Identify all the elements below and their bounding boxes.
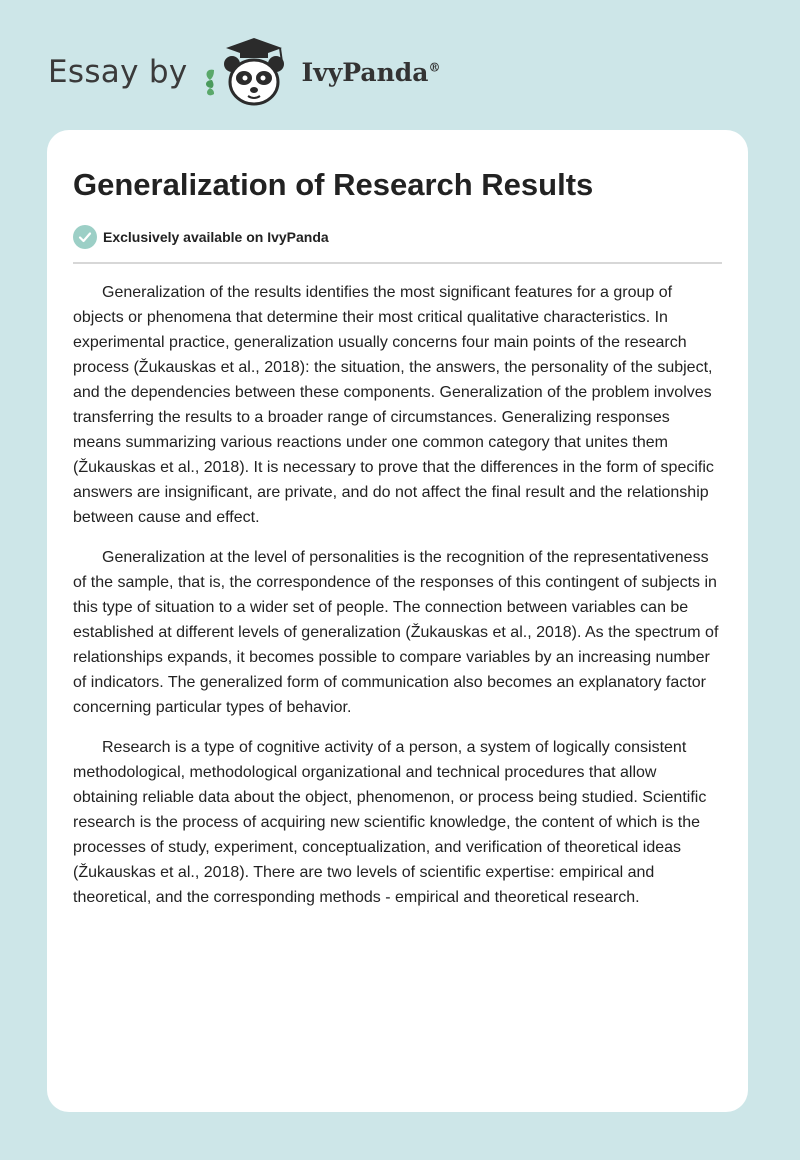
essay-body — [73, 280, 722, 910]
brand-name: IvyPanda® — [301, 57, 441, 87]
brand-header[interactable] — [48, 36, 440, 108]
essay-title: Generalization of Research Results — [73, 167, 594, 202]
badge-text: Exclusively available on IvyPanda — [103, 229, 329, 245]
essay-card — [47, 130, 748, 1112]
registered-mark: ® — [428, 60, 441, 75]
exclusive-badge — [73, 224, 722, 250]
brand-prefix: Essay by — [48, 54, 188, 90]
paragraph: Generalization of the results identifies the most significant features for a group of objects or phenomena that determine their most critical qualitative characteristics. In experimental practice, generalization usually concerns four main points of the research process (Žukauskas et al., 2018): the situation, the answers, the personality of the subject, and the dependencies between these components. Generalization of the problem involves transferring the results to a broader range of circumstances. Generalizing responses means summarizing various reactions under one common category that unites them (Žukauskas et al., 2018). It is necessary to prove that the differences in the form of specific answers are insignificant, are private, and do not affect the final result and the relationship between cause and effect. — [73, 284, 714, 526]
paragraph: Research is a type of cognitive activity of a person, a system of logically consistent methodological, methodological organizational and technical procedures that allow obtaining reliable data about the object, phenomenon, or process being studied. Scientific research is the process of acquiring new scientific knowledge, the content of which is the processes of study, experiment, conceptualization, and verification of theoretical ideas (Žukauskas et al., 2018). There are two levels of scientific expertise: empirical and theoretical, and the corresponding methods - empirical and theoretical research. — [73, 739, 707, 906]
paragraph: Generalization at the level of personalities is the recognition of the representativeness of the sample, that is, the correspondence of the responses of this contingent of subjects in this type of situation to a wider set of people. The connection between variables can be established at different levels of generalization (Žukauskas et al., 2018). As the spectrum of relationships expands, it becomes possible to compare variables by an increasing number of indicators. The generalized form of communication also becomes an explanatory factor concerning particular types of behavior. — [73, 549, 719, 716]
check-icon — [73, 225, 97, 249]
panda-logo-icon — [202, 36, 298, 108]
divider — [73, 262, 722, 264]
